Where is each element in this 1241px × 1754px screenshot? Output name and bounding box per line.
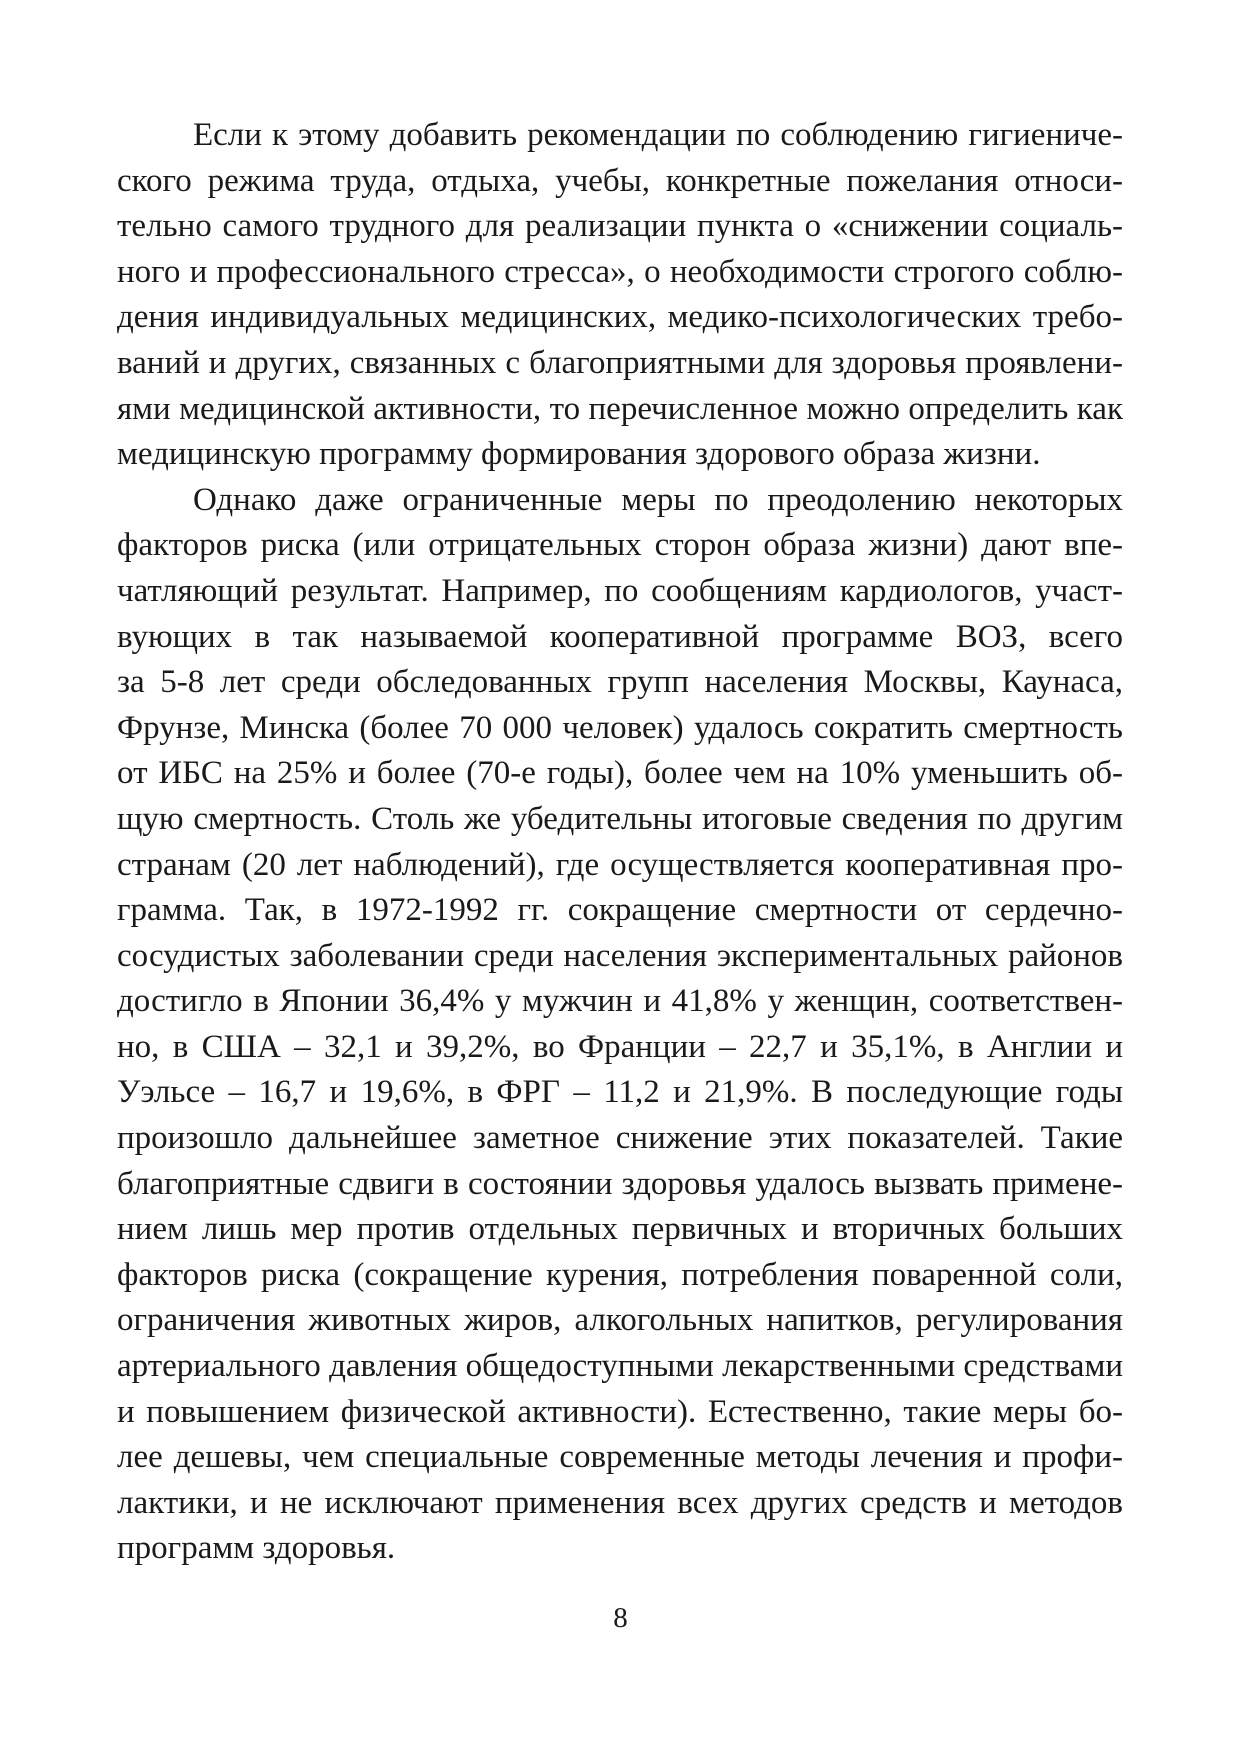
text-line: факторов риска (или отрицательных сторон образа жизни) дают впе-	[117, 527, 1123, 564]
text-line: грамма. Так, в 1972-1992 гг. сокращение смертности от сердечно-	[117, 892, 1123, 929]
text-line: артериального давления общедоступными лекарственными средствами	[117, 1348, 1123, 1385]
text-line: и повышением физической активности). Естественно, такие меры бо-	[117, 1393, 1123, 1430]
text-line: сосудистых заболевании среди населения экспериментальных районов	[117, 937, 1123, 974]
text-line: вующих в так называемой кооперативной программе ВОЗ, всего	[117, 618, 1123, 655]
text-line: нием лишь мер против отдельных первичных и вторичных больших	[117, 1211, 1123, 1248]
text-line: Фрунзе, Минска (более 70 000 человек) удалось сократить смертность	[117, 709, 1123, 746]
text-line: ями медицинской активности, то перечисленное можно определить как	[117, 390, 1123, 427]
text-line: но, в США – 32,1 и 39,2%, во Франции – 22,7 и 35,1%, в Англии и	[117, 1028, 1123, 1065]
text-line: за 5-8 лет среди обследованных групп населения Москвы, Каунаса,	[117, 664, 1123, 701]
text-line: произошло дальнейшее заметное снижение этих показателей. Такие	[117, 1120, 1123, 1157]
text-line: ского режима труда, отдыха, учебы, конкретные пожелания относи-	[117, 162, 1123, 199]
text-line: ваний и других, связанных с благоприятными для здоровья проявлени-	[117, 344, 1123, 381]
text-line: щую смертность. Столь же убедительны итоговые сведения по другим	[117, 800, 1123, 837]
text-line: дения индивидуальных медицинских, медико-психологических требо-	[117, 299, 1123, 336]
page-number: 8	[613, 1602, 628, 1634]
text-line: странам (20 лет наблюдений), где осуществляется кооперативная про-	[117, 846, 1123, 883]
text-line: благоприятные сдвиги в состоянии здоровья удалось вызвать примене-	[117, 1165, 1123, 1202]
paragraph-2	[117, 478, 1123, 1572]
text-line: факторов риска (сокращение курения, потребления поваренной соли,	[117, 1256, 1123, 1293]
paragraph-1	[117, 113, 1123, 478]
text-line: ного и профессионального стресса», о необходимости строгого соблю-	[117, 253, 1123, 290]
text-line: программ здоровья.	[117, 1530, 396, 1567]
text-line: лактики, и не исключают применения всех других средств и методов	[117, 1484, 1123, 1521]
text-line: Уэльсе – 16,7 и 19,6%, в ФРГ – 11,2 и 21,9%. В последующие годы	[117, 1074, 1123, 1111]
text-line: Однако даже ограниченные меры по преодолению некоторых	[193, 481, 1123, 518]
text-line: ограничения животных жиров, алкогольных напитков, регулирования	[117, 1302, 1123, 1339]
text-line: медицинскую программу формирования здорового образа жизни.	[117, 436, 1041, 473]
text-line: лее дешевы, чем специальные современные методы лечения и профи-	[117, 1439, 1123, 1476]
text-line: достигло в Японии 36,4% у мужчин и 41,8% у женщин, соответствен-	[117, 983, 1123, 1020]
text-line: Если к этому добавить рекомендации по соблюдению гигиениче-	[193, 117, 1123, 153]
body-text	[117, 113, 1123, 1572]
text-line: чатляющий результат. Например, по сообщениям кардиологов, участ-	[117, 572, 1123, 609]
text-line: тельно самого трудного для реализации пункта о «снижении социаль-	[117, 208, 1123, 245]
text-line: от ИБС на 25% и более (70-е годы), более чем на 10% уменьшить об-	[117, 755, 1123, 792]
